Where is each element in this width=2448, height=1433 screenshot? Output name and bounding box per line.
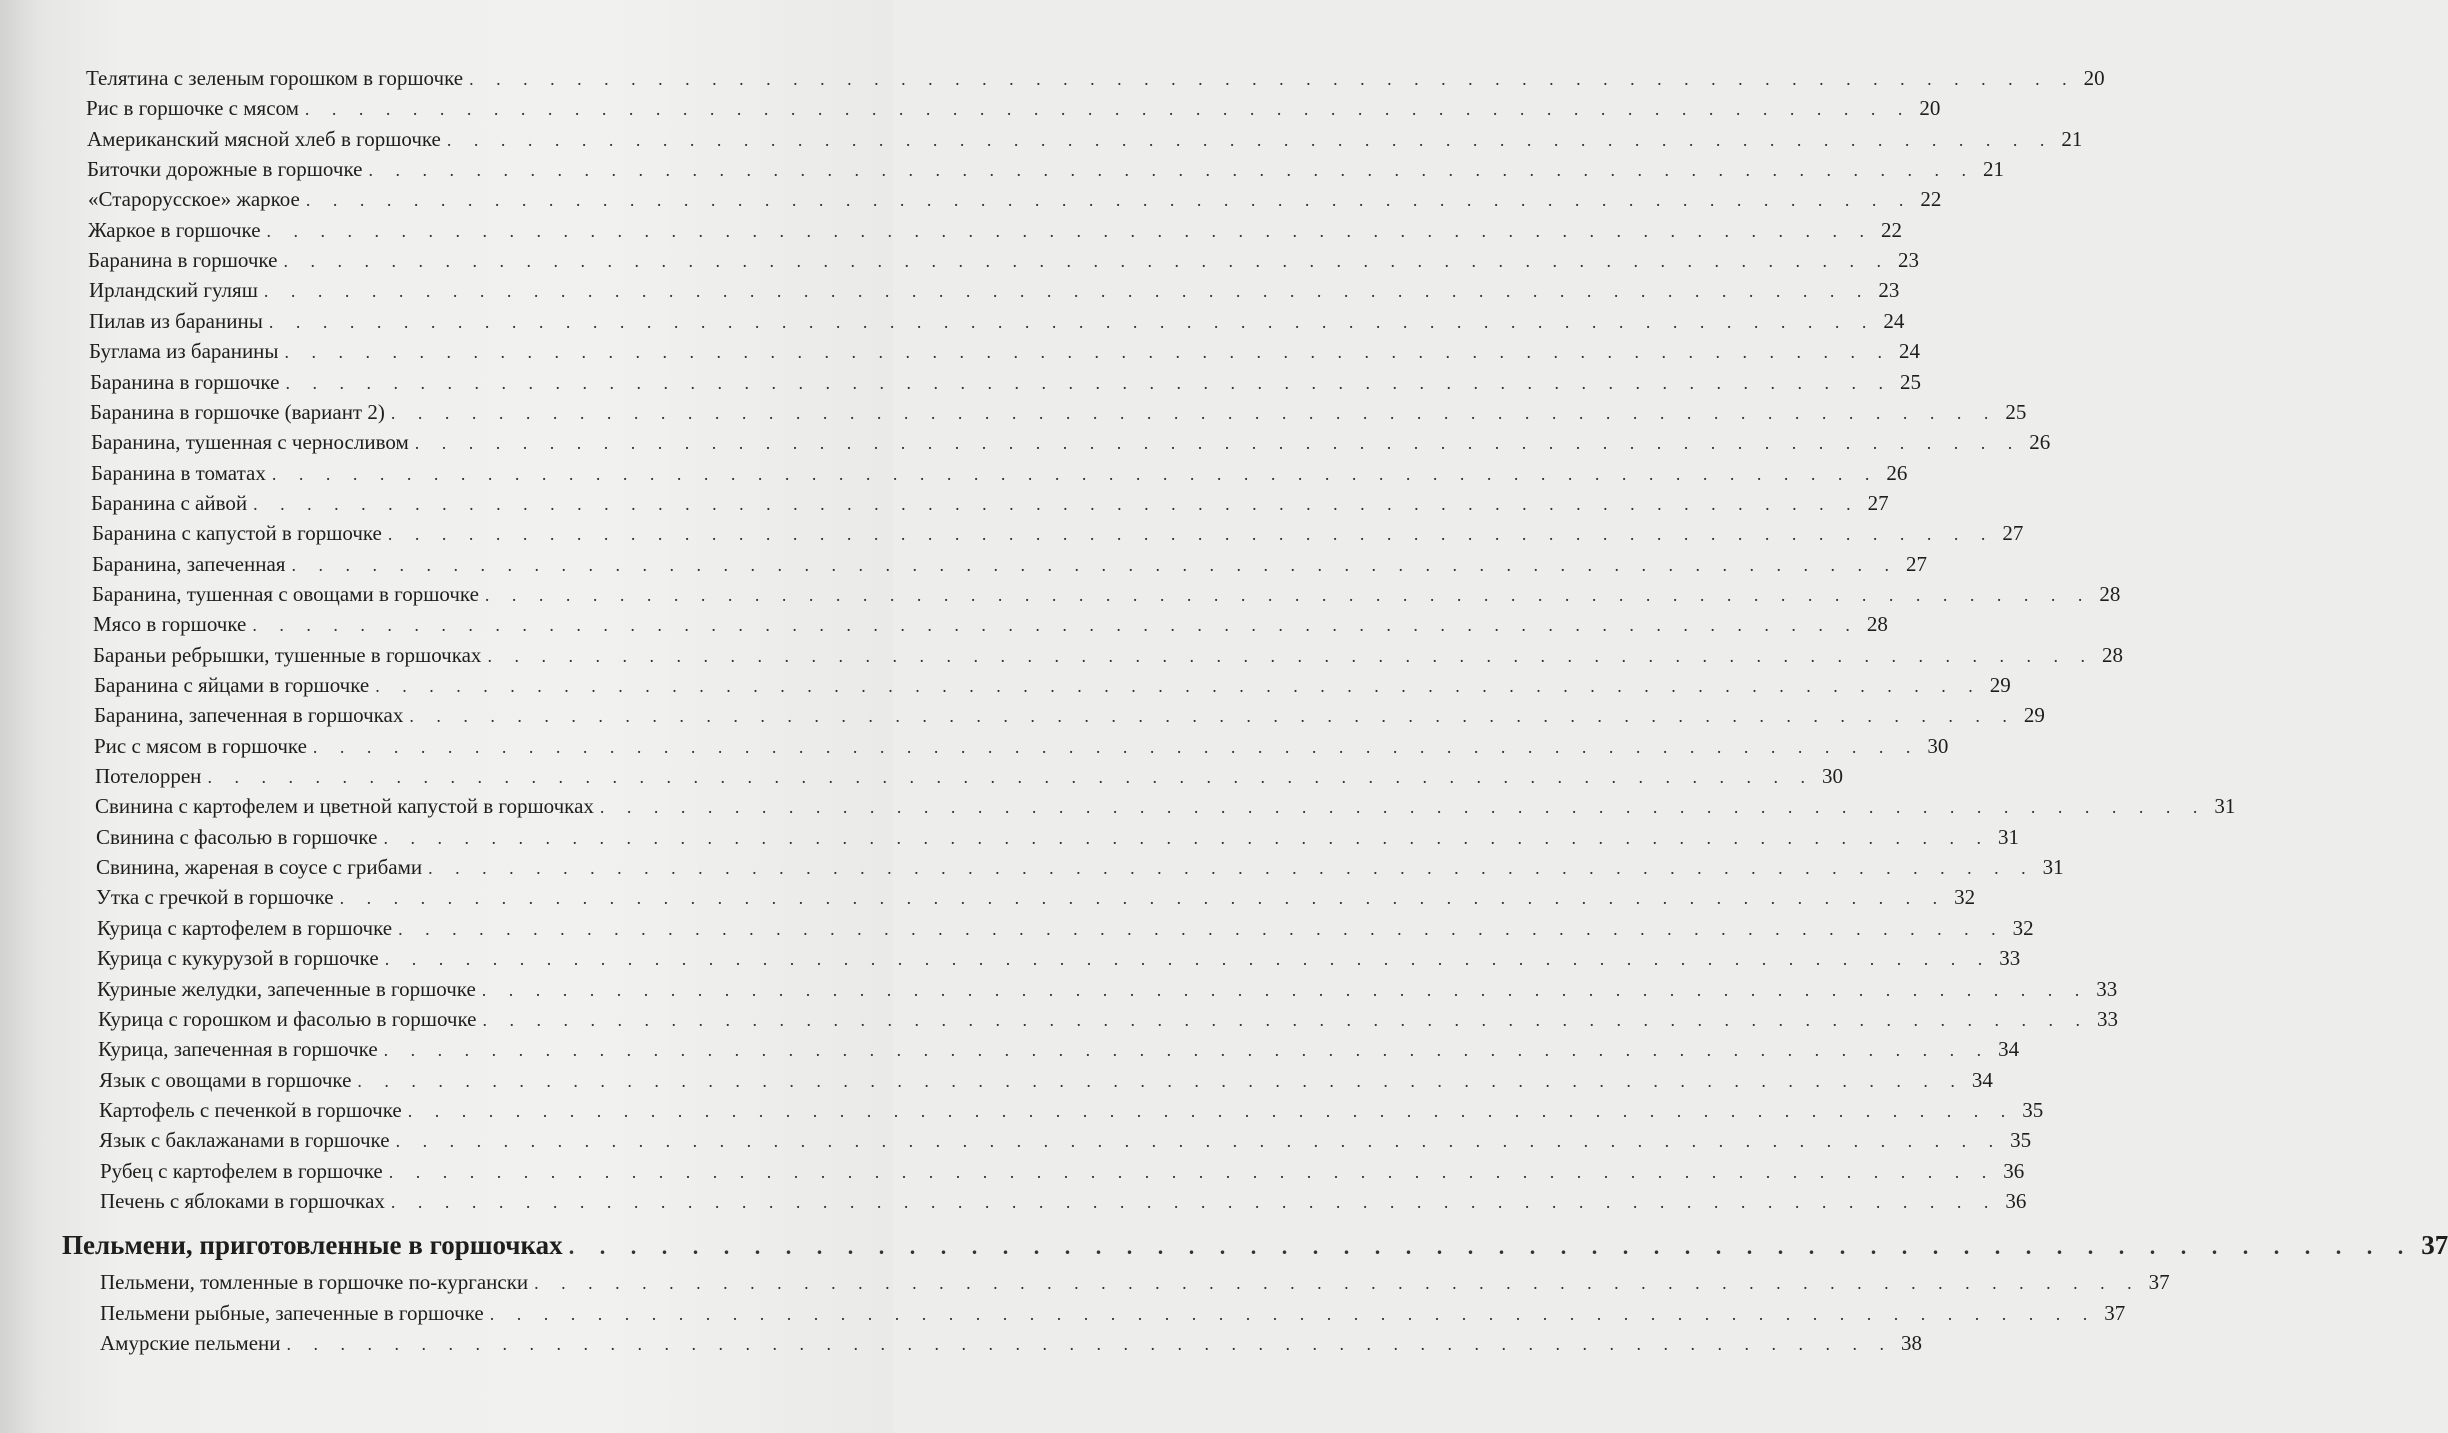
toc-entry-page: 24 [1883, 309, 1905, 333]
toc-entry-title: Курица, запеченная в горшочке [98, 1037, 378, 1061]
toc-entry-title: Утка с гречкой в горшочке [96, 885, 334, 909]
toc-entry-title: Баранина с яйцами в горшочке [94, 673, 370, 697]
toc-entry-title: Пельмени, приготовленные в горшочках [62, 1230, 563, 1260]
toc-entry [94, 670, 2011, 700]
toc-entry [91, 458, 1908, 488]
leader-dots: . . . . . . . . . . . . . . . . . . . . . . . . . . . . . . . . . . . . . . . . . . . . . . . . . . . . . . . . . . . . [285, 373, 1892, 393]
toc-entry-page: 27 [1905, 552, 1927, 576]
toc-entry [94, 700, 2045, 730]
toc-entry [90, 367, 1921, 397]
toc-entry [100, 1156, 2025, 1186]
toc-entry [95, 761, 1843, 791]
toc-entry-title: Баранина в томатах [91, 461, 266, 485]
toc-entry-page: 28 [1866, 612, 1888, 636]
toc-entry-page: 37 [2104, 1301, 2126, 1325]
toc-entry-page: 38 [1901, 1331, 1922, 1355]
leader-dots: . . . . . . . . . . . . . . . . . . . . . . . . . . . . . . . . . . . . . . . . . . . . . . . . . . . . . . . . . . . . [568, 1234, 2414, 1259]
toc-entry-page: 28 [2101, 643, 2123, 667]
toc-entry [86, 93, 1941, 123]
toc-entry-title: Картофель с печенкой в горшочке [99, 1098, 402, 1122]
leader-dots: . . . . . . . . . . . . . . . . . . . . . . . . . . . . . . . . . . . . . . . . . . . . . . . . . . . . . . . . . . . . [305, 190, 1913, 210]
toc-entry-title: Жаркое в горшочке [88, 218, 261, 242]
leader-dots: . . . . . . . . . . . . . . . . . . . . . . . . . . . . . . . . . . . . . . . . . . . . . . . . . . . . . . . . . . . . [482, 1010, 2089, 1030]
toc-entry [96, 852, 2064, 882]
toc-entry-title: Свинина, жареная в соусе с грибами [96, 855, 423, 879]
leader-dots: . . . . . . . . . . . . . . . . . . . . . . . . . . . . . . . . . . . . . . . . . . . . . . . . . . . . . . . . . . . . [481, 980, 2089, 1000]
toc-entry-title: Курица с кукурузой в горшочке [97, 946, 379, 970]
toc-entry-page: 20 [2083, 66, 2105, 90]
toc-entry-page: 33 [1999, 946, 2021, 970]
toc-entry-title: Свинина с фасолью в горшочке [96, 825, 378, 849]
leader-dots: . . . . . . . . . . . . . . . . . . . . . . . . . . . . . . . . . . . . . . . . . . . . . . . . . . . . . . . . . . . . [409, 706, 2016, 726]
toc-entry-title: Язык с баклажанами в горшочке [99, 1128, 390, 1152]
toc-entry [96, 882, 1976, 912]
toc-entry [89, 306, 1905, 336]
toc-entry-title: Баранина, тушенная с овощами в горшочке [92, 582, 479, 606]
leader-dots: . . . . . . . . . . . . . . . . . . . . . . . . . . . . . . . . . . . . . . . . . . . . . . . . . . . . . . . . . . . . [446, 130, 2054, 150]
toc-entry-page: 31 [1997, 825, 2019, 849]
leader-dots: . . . . . . . . . . . . . . . . . . . . . . . . . . . . . . . . . . . . . . . . . . . . . . . . . . . . . . . . . . . . [357, 1071, 1964, 1091]
toc-entry [99, 1125, 2032, 1155]
toc-entry [92, 518, 2024, 548]
toc-entry-title: Печень с яблоками в горшочках [100, 1189, 385, 1213]
toc-entry-title: Амурские пельмени [100, 1331, 281, 1355]
toc-entry-title: Буглама из баранины [89, 339, 279, 363]
toc-entry-page: 37 [2421, 1230, 2448, 1260]
toc-entry-title: Мясо в горшочке [93, 612, 247, 636]
toc-entry-page: 21 [1982, 157, 2004, 181]
leader-dots: . . . . . . . . . . . . . . . . . . . . . . . . . . . . . . . . . . . . . . . . . . . . . . . . . . . . . . . . . . . . [284, 342, 1892, 362]
toc-entry-page: 20 [1919, 96, 1941, 120]
toc-entry-title: Пельмени, томленные в горшочке по-кургански [100, 1270, 529, 1294]
leader-dots: . . . . . . . . . . . . . . . . . . . . . . . . . . . . . . . . . . . . . . . . . . . . . . . . . . . . . . . . . . . . [599, 797, 2207, 817]
toc-entry-page: 26 [2029, 430, 2051, 454]
toc-entry-page: 23 [1897, 248, 1919, 272]
toc-entry-page: 27 [2002, 521, 2024, 545]
toc-entry-page: 31 [2042, 855, 2064, 879]
toc-entry-page: 24 [1899, 339, 1921, 363]
toc-entry [88, 184, 1942, 214]
toc-entry-title: Телятина с зеленым горошком в горшочке [86, 66, 464, 90]
toc-entry-page: 25 [2005, 400, 2027, 424]
leader-dots: . . . . . . . . . . . . . . . . . . . . . . . . . . . . . . . . . . . . . . . . . . . . . . . . . . . . . . . . . . . . [534, 1273, 2141, 1293]
toc-entry-page: 32 [2012, 916, 2034, 940]
toc-entry-page: 30 [1927, 734, 1949, 758]
toc-entry [89, 275, 1900, 305]
toc-entry [98, 1034, 2020, 1064]
toc-entry [97, 974, 2118, 1004]
toc-entry-page: 22 [1920, 187, 1942, 211]
toc-entry-title: Баранина, тушенная с черносливом [91, 430, 409, 454]
toc-entry-page: 32 [1954, 885, 1976, 909]
toc-entry-title: Ирландский гуляш [89, 278, 258, 302]
toc-entry [99, 1065, 1993, 1095]
toc-entry-page: 26 [1886, 461, 1908, 485]
leader-dots: . . . . . . . . . . . . . . . . . . . . . . . . . . . . . . . . . . . . . . . . . . . . . . . . . . . . . . . . . . . . [312, 737, 1920, 757]
leader-dots: . . . . . . . . . . . . . . . . . . . . . . . . . . . . . . . . . . . . . . . . . . . . . . . . . . . . . . . . . . . . [398, 919, 2005, 939]
toc-entry-title: Потелоррен [95, 764, 202, 788]
toc-entry [100, 1328, 1922, 1358]
toc-entry-title: Баранина, запеченная [92, 552, 286, 576]
toc-entry-title: Куриные желудки, запеченные в горшочке [97, 977, 476, 1001]
toc-entry [92, 549, 1927, 579]
leader-dots: . . . . . . . . . . . . . . . . . . . . . . . . . . . . . . . . . . . . . . . . . . . . . . . . . . . . . . . . . . . . [387, 524, 1995, 544]
leader-dots: . . . . . . . . . . . . . . . . . . . . . . . . . . . . . . . . . . . . . . . . . . . . . . . . . . . . . . . . . . . . [428, 858, 2035, 878]
leader-dots: . . . . . . . . . . . . . . . . . . . . . . . . . . . . . . . . . . . . . . . . . . . . . . . . . . . . . . . . . . . . [484, 585, 2092, 605]
toc-entry-page: 33 [2096, 977, 2118, 1001]
leader-dots: . . . . . . . . . . . . . . . . . . . . . . . . . . . . . . . . . . . . . . . . . . . . . . . . . . . . . . . . . . . . [383, 1040, 1991, 1060]
leader-dots: . . . . . . . . . . . . . . . . . . . . . . . . . . . . . . . . . . . . . . . . . . . . . . . . . . . . . . . . . . . . [291, 555, 1898, 575]
toc-entry [93, 609, 1888, 639]
toc-entry-page: 23 [1878, 278, 1900, 302]
toc-entry-page: 35 [2022, 1098, 2044, 1122]
leader-dots: . . . . . . . . . . . . . . . . . . . . . . . . . . . . . . . . . . . . . . . . . . . . . . . . . . . . . . . . . . . . [390, 1192, 1998, 1212]
toc-entry-title: Баранина с айвой [91, 491, 248, 515]
toc-entry [91, 427, 2051, 457]
leader-dots: . . . . . . . . . . . . . . . . . . . . . . . . . . . . . . . . . . . . . . . . . . . . . . . . . . . . . . . . . . . . [487, 646, 2094, 666]
toc-entry-page: 29 [1989, 673, 2011, 697]
toc-entry-title: Рис в горшочке с мясом [86, 96, 299, 120]
toc-entry-title: Пилав из баранины [89, 309, 263, 333]
toc-entry [88, 215, 1903, 245]
toc-entry-title: Язык с овощами в горшочке [99, 1068, 352, 1092]
toc-entry [100, 1186, 2027, 1216]
leader-dots: . . . . . . . . . . . . . . . . . . . . . . . . . . . . . . . . . . . . . . . . . . . . . . . . . . . . . . . . . . . . [375, 676, 1982, 696]
toc-entry [90, 397, 2027, 427]
toc-entry-title: Свинина с картофелем и цветной капустой в горшочках [95, 794, 594, 818]
toc-entry [97, 913, 2034, 943]
toc-entry-page: 31 [2214, 794, 2236, 818]
toc-entry [92, 579, 2121, 609]
toc-entry [95, 791, 2236, 821]
leader-dots: . . . . . . . . . . . . . . . . . . . . . . . . . . . . . . . . . . . . . . . . . . . . . . . . . . . . . . . . . . . . [383, 828, 1990, 848]
toc-entry-page: 33 [2096, 1007, 2118, 1031]
leader-dots: . . . . . . . . . . . . . . . . . . . . . . . . . . . . . . . . . . . . . . . . . . . . . . . . . . . . . . . . . . . . [390, 403, 1998, 423]
toc-entry [94, 731, 1949, 761]
toc-entry-title: Пельмени рыбные, запеченные в горшочке [100, 1301, 484, 1325]
toc-entry-title: Американский мясной хлеб в горшочке [87, 127, 441, 151]
toc-entry-title: Баранина в горшочке [90, 370, 280, 394]
toc-entry-title: Курица с картофелем в горшочке [97, 916, 393, 940]
toc-entry-page: 36 [2005, 1189, 2027, 1213]
leader-dots: . . . . . . . . . . . . . . . . . . . . . . . . . . . . . . . . . . . . . . . . . . . . . . . . . . . . . . . . . . . . [407, 1101, 2015, 1121]
toc-entry [88, 245, 1919, 275]
leader-dots: . . . . . . . . . . . . . . . . . . . . . . . . . . . . . . . . . . . . . . . . . . . . . . . . . . . . . . . . . . . . [388, 1162, 1996, 1182]
leader-dots: . . . . . . . . . . . . . . . . . . . . . . . . . . . . . . . . . . . . . . . . . . . . . . . . . . . . . . . . . . . . [252, 615, 1859, 635]
toc-entry-page: 29 [2023, 703, 2045, 727]
leader-dots: . . . . . . . . . . . . . . . . . . . . . . . . . . . . . . . . . . . . . . . . . . . . . . . . . . . . . . . . . . . . [253, 494, 1860, 514]
toc-entry-title: «Старорусское» жаркое [88, 187, 300, 211]
toc-entry [97, 943, 2021, 973]
toc-entry-page: 27 [1867, 491, 1889, 515]
leader-dots: . . . . . . . . . . . . . . . . . . . . . . . . . . . . . . . . . . . . . . . . . . . . . . . . . . . . . . . . . . . . [469, 69, 2076, 89]
leader-dots: . . . . . . . . . . . . . . . . . . . . . . . . . . . . . . . . . . . . . . . . . . . . . . . . . . . . . . . . . . . . [286, 1334, 1893, 1354]
toc-entry [93, 640, 2123, 670]
toc-entry-page: 37 [2148, 1270, 2170, 1294]
toc-entry-page: 36 [2003, 1159, 2025, 1183]
toc-entry-title: Баранина в горшочке [88, 248, 278, 272]
leader-dots: . . . . . . . . . . . . . . . . . . . . . . . . . . . . . . . . . . . . . . . . . . . . . . . . . . . . . . . . . . . . [283, 251, 1890, 271]
leader-dots: . . . . . . . . . . . . . . . . . . . . . . . . . . . . . . . . . . . . . . . . . . . . . . . . . . . . . . . . . . . . [263, 281, 1871, 301]
toc-entry-page: 28 [2099, 582, 2121, 606]
leader-dots: . . . . . . . . . . . . . . . . . . . . . . . . . . . . . . . . . . . . . . . . . . . . . . . . . . . . . . . . . . . . [384, 949, 1992, 969]
toc-entry-page: 34 [1998, 1037, 2020, 1061]
toc-entry-title: Рис с мясом в горшочке [94, 734, 307, 758]
toc-entry-title: Курица с горошком и фасолью в горшочке [98, 1007, 477, 1031]
toc-entry-title: Рубец с картофелем в горшочке [100, 1159, 383, 1183]
leader-dots: . . . . . . . . . . . . . . . . . . . . . . . . . . . . . . . . . . . . . . . . . . . . . . . . . . . . . . . . . . . . [304, 99, 1912, 119]
toc-entry-title: Бараньи ребрышки, тушенные в горшочках [93, 643, 482, 667]
toc-entry-page: 34 [1971, 1068, 1993, 1092]
toc-entry-page: 22 [1881, 218, 1903, 242]
toc-entry [87, 154, 2004, 184]
toc-entry [91, 488, 1889, 518]
toc-entry-page: 21 [2061, 127, 2083, 151]
toc-entry [96, 822, 2019, 852]
leader-dots: . . . . . . . . . . . . . . . . . . . . . . . . . . . . . . . . . . . . . . . . . . . . . . . . . . . . . . . . . . . . [271, 464, 1879, 484]
leader-dots: . . . . . . . . . . . . . . . . . . . . . . . . . . . . . . . . . . . . . . . . . . . . . . . . . . . . . . . . . . . . [489, 1304, 2097, 1324]
leader-dots: . . . . . . . . . . . . . . . . . . . . . . . . . . . . . . . . . . . . . . . . . . . . . . . . . . . . . . . . . . . . [368, 160, 1975, 180]
toc-entry [100, 1267, 2170, 1297]
toc-entry-title: Баранина с капустой в горшочке [92, 521, 382, 545]
toc-entry-title: Баранина, запеченная в горшочках [94, 703, 404, 727]
leader-dots: . . . . . . . . . . . . . . . . . . . . . . . . . . . . . . . . . . . . . . . . . . . . . . . . . . . . . . . . . . . . [207, 767, 1814, 787]
toc-entry [89, 336, 1921, 366]
leader-dots: . . . . . . . . . . . . . . . . . . . . . . . . . . . . . . . . . . . . . . . . . . . . . . . . . . . . . . . . . . . . [395, 1131, 2003, 1151]
toc-entry-page: 30 [1821, 764, 1843, 788]
section-heading [62, 1225, 2448, 1265]
leader-dots: . . . . . . . . . . . . . . . . . . . . . . . . . . . . . . . . . . . . . . . . . . . . . . . . . . . . . . . . . . . . [268, 312, 1876, 332]
leader-dots: . . . . . . . . . . . . . . . . . . . . . . . . . . . . . . . . . . . . . . . . . . . . . . . . . . . . . . . . . . . . [339, 888, 1947, 908]
toc-entry-title: Биточки дорожные в горшочке [87, 157, 363, 181]
toc-entry [87, 124, 2083, 154]
toc-entry-page: 25 [1899, 370, 1921, 394]
toc-entry [98, 1004, 2118, 1034]
toc-entry [100, 1298, 2126, 1328]
toc-entry-page: 35 [2010, 1128, 2032, 1152]
leader-dots: . . . . . . . . . . . . . . . . . . . . . . . . . . . . . . . . . . . . . . . . . . . . . . . . . . . . . . . . . . . . [414, 433, 2022, 453]
toc-entry [86, 63, 2105, 93]
toc-entry-title: Баранина в горшочке (вариант 2) [90, 400, 385, 424]
toc-entry [99, 1095, 2044, 1125]
leader-dots: . . . . . . . . . . . . . . . . . . . . . . . . . . . . . . . . . . . . . . . . . . . . . . . . . . . . . . . . . . . . [266, 221, 1874, 241]
